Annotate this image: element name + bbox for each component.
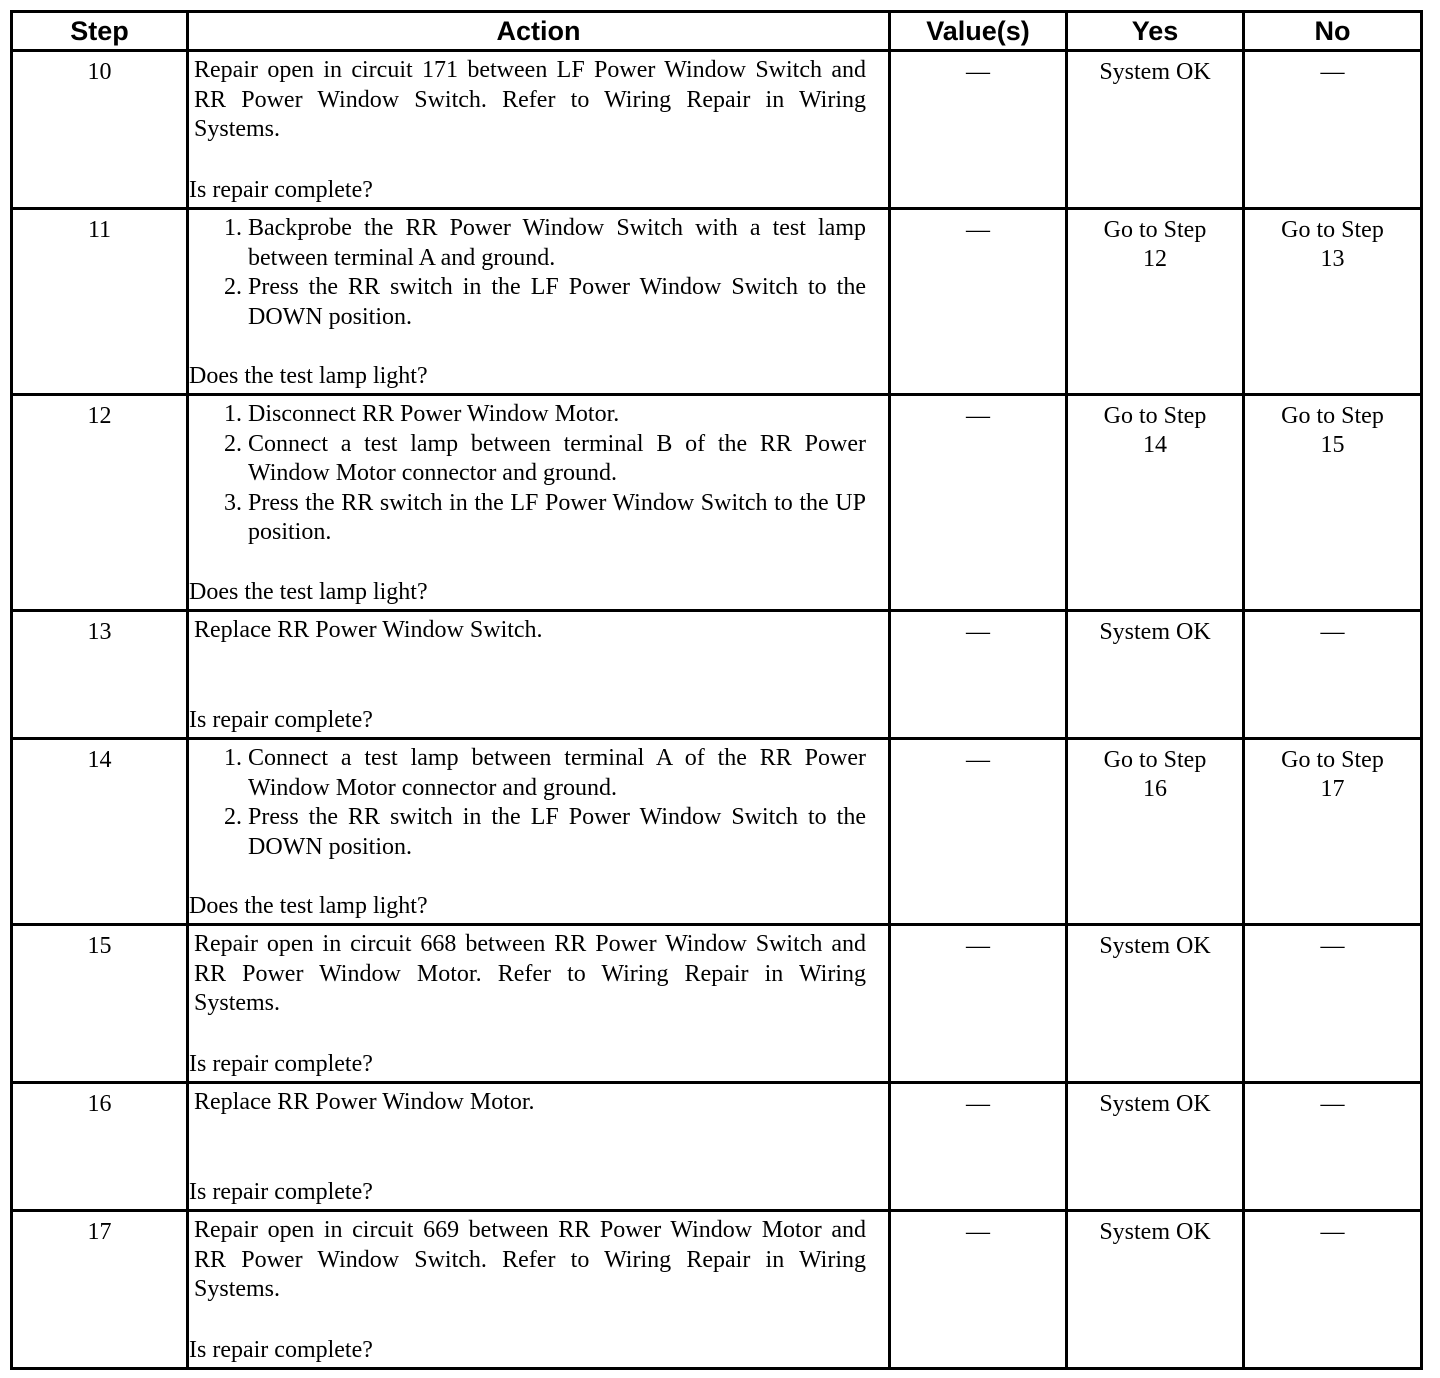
action-steps [194, 400, 866, 548]
no-cell: Go to Step 13 [1244, 209, 1422, 395]
yes-cell: System OK [1067, 1211, 1244, 1369]
action-text: Repair open in circuit 669 between RR Power Window Motor and RR Power Window Switch. Refer to Wiring Repair in Wiring Systems. [194, 1217, 866, 1302]
no-cell: — [1244, 1083, 1422, 1211]
action-question: Is repair complete? [189, 1178, 373, 1205]
table-row [12, 1211, 1422, 1369]
table-row [12, 395, 1422, 611]
value-cell: — [890, 51, 1067, 209]
yes-cell: System OK [1067, 611, 1244, 739]
value-cell: — [890, 1211, 1067, 1369]
table-row [12, 1083, 1422, 1211]
step-number: 11 [12, 209, 188, 395]
value-cell: — [890, 611, 1067, 739]
action-cell [188, 395, 890, 611]
action-step-item: 1. Disconnect RR Power Window Motor. [248, 400, 866, 430]
action-step-item: 1. Backprobe the RR Power Window Switch with a test lamp between terminal A and ground. [248, 214, 866, 273]
no-cell: — [1244, 611, 1422, 739]
action-step-item: 2. Press the RR switch in the LF Power Window Switch to the DOWN position. [248, 803, 866, 862]
action-cell [188, 925, 890, 1083]
action-question: Does the test lamp light? [189, 892, 428, 919]
action-cell [188, 209, 890, 395]
header-no: No [1244, 12, 1422, 51]
value-cell: — [890, 739, 1067, 925]
action-step-item: 1. Connect a test lamp between terminal A of the RR Power Window Motor connector and ground. [248, 744, 866, 803]
action-question: Is repair complete? [189, 1336, 373, 1363]
yes-cell: System OK [1067, 1083, 1244, 1211]
yes-cell: Go to Step 12 [1067, 209, 1244, 395]
yes-cell: Go to Step 14 [1067, 395, 1244, 611]
value-cell: — [890, 1083, 1067, 1211]
step-number: 17 [12, 1211, 188, 1369]
header-yes: Yes [1067, 12, 1244, 51]
action-step-item: 3. Press the RR switch in the LF Power Window Switch to the UP position. [248, 489, 866, 548]
value-cell: — [890, 209, 1067, 395]
action-question: Does the test lamp light? [189, 578, 428, 605]
action-cell [188, 1083, 890, 1211]
action-step-item: 2. Connect a test lamp between terminal B of the RR Power Window Motor connector and ground. [248, 430, 866, 489]
table-row [12, 739, 1422, 925]
action-cell [188, 739, 890, 925]
action-step-item: 2. Press the RR switch in the LF Power Window Switch to the DOWN position. [248, 273, 866, 332]
diagnostic-table [10, 10, 1423, 1370]
no-cell: Go to Step 15 [1244, 395, 1422, 611]
action-steps [194, 214, 866, 332]
step-number: 15 [12, 925, 188, 1083]
step-number: 14 [12, 739, 188, 925]
no-cell: — [1244, 925, 1422, 1083]
step-number: 13 [12, 611, 188, 739]
yes-cell: System OK [1067, 925, 1244, 1083]
action-text: Replace RR Power Window Switch. [194, 617, 543, 643]
header-values: Value(s) [890, 12, 1067, 51]
no-cell: Go to Step 17 [1244, 739, 1422, 925]
table-row [12, 51, 1422, 209]
action-question: Is repair complete? [189, 1050, 373, 1077]
no-cell: — [1244, 1211, 1422, 1369]
step-number: 16 [12, 1083, 188, 1211]
header-action: Action [188, 12, 890, 51]
header-row [12, 12, 1422, 51]
action-question: Is repair complete? [189, 706, 373, 733]
action-question: Is repair complete? [189, 176, 373, 203]
action-text: Replace RR Power Window Motor. [194, 1089, 535, 1115]
yes-cell: Go to Step 16 [1067, 739, 1244, 925]
action-cell [188, 611, 890, 739]
step-number: 10 [12, 51, 188, 209]
action-cell [188, 1211, 890, 1369]
action-question: Does the test lamp light? [189, 362, 428, 389]
table-row [12, 611, 1422, 739]
header-step: Step [12, 12, 188, 51]
action-steps [194, 744, 866, 862]
value-cell: — [890, 925, 1067, 1083]
table-row [12, 925, 1422, 1083]
no-cell: — [1244, 51, 1422, 209]
table-row [12, 209, 1422, 395]
step-number: 12 [12, 395, 188, 611]
action-cell [188, 51, 890, 209]
yes-cell: System OK [1067, 51, 1244, 209]
action-text: Repair open in circuit 668 between RR Power Window Switch and RR Power Window Motor. Refer to Wiring Repair in Wiring Systems. [194, 931, 866, 1016]
value-cell: — [890, 395, 1067, 611]
action-text: Repair open in circuit 171 between LF Power Window Switch and RR Power Window Switch. Refer to Wiring Repair in Wiring Systems. [194, 57, 866, 142]
